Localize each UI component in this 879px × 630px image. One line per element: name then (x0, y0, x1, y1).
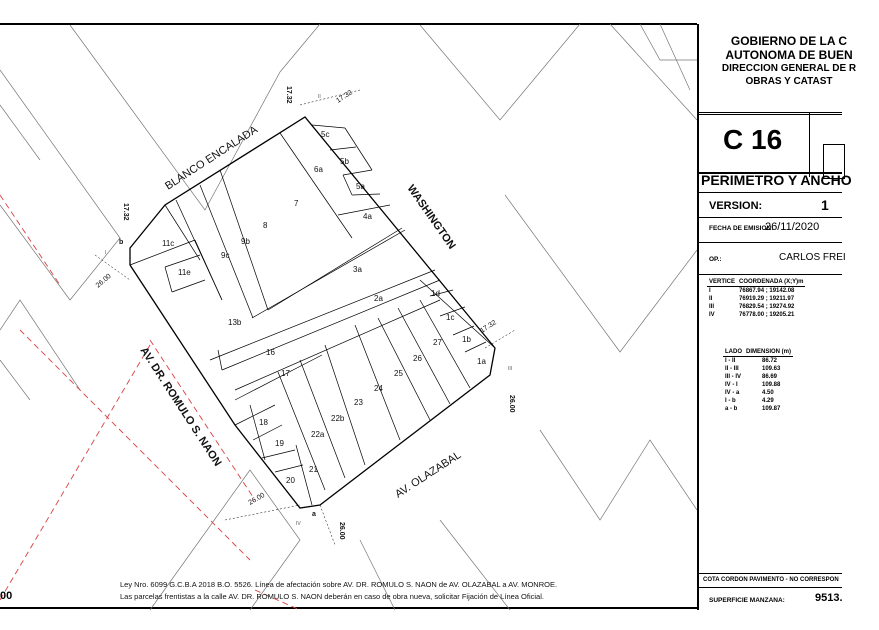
street-romulo-naon: AV. DR. ROMULO S. NAON (137, 345, 224, 469)
table-row: I 76867.94 ; 19142.08 (709, 288, 795, 294)
parcel-21: 21 (309, 465, 318, 474)
parcel-5a: 5a (356, 182, 365, 191)
dim-right: 17.32 (479, 319, 498, 335)
neighbor-blocks (0, 24, 697, 610)
vertex-2: II (318, 94, 321, 100)
table-row: IV - I 109.88 (725, 382, 781, 388)
table-row: I - II 86.72 (725, 358, 778, 364)
parcel-1d: 1d (431, 289, 440, 298)
vertex-3: III (508, 366, 513, 372)
perimeter-title: PERIMETRO Y ANCHO (701, 172, 852, 188)
parcel-1c: 1c (446, 313, 455, 322)
cota-note: COTA CORDON PAVIMENTO - NO CORRESPON (703, 577, 839, 583)
parcel-24: 24 (374, 384, 383, 393)
op-label: OP.: (709, 256, 722, 263)
parcel-9b: 9b (241, 237, 250, 246)
dim-top-a: 17.32 (285, 86, 292, 104)
edge-number: 00 (0, 590, 13, 602)
street-washington: WASHINGTON (404, 182, 458, 252)
vertex-a: a (312, 511, 316, 518)
parcel-16: 16 (266, 348, 275, 357)
title-block (697, 24, 857, 610)
dim-left-mid: 26.00 (94, 272, 113, 290)
side-col-header: LADO (725, 349, 742, 355)
parcel-6a: 6a (314, 165, 323, 174)
note-line-1: Ley Nro. 6099 G.C.B.A 2018 B.O. 5526. Línea de afectación sobre AV. DR. ROMULO S. NAON de AV. OLAZABAL a AV. MONROE. (120, 580, 558, 589)
vertex-col-header: VERTICE (709, 279, 736, 285)
parcel-2a: 2a (374, 294, 383, 303)
parcel-19: 19 (275, 439, 284, 448)
dim-bottom-right: 26.00 (508, 395, 515, 413)
title-header (699, 34, 879, 88)
parcel-7: 7 (294, 199, 299, 208)
op-value: CARLOS FREI (779, 252, 846, 263)
version-value: 1 (821, 197, 829, 213)
fecha-value: 26/11/2020 (765, 221, 820, 233)
table-row: IV - a 4.50 (725, 390, 774, 396)
parcel-25: 25 (394, 369, 403, 378)
vertex-table (707, 278, 805, 319)
vertex-4: IV (296, 521, 301, 527)
vertex-1: I (105, 250, 107, 256)
dim-top-b: 17.32 (335, 89, 354, 105)
parcel-labels (162, 130, 486, 485)
parcel-18: 18 (259, 418, 268, 427)
parcel-11e: 11e (178, 268, 191, 277)
parcel-3a: 3a (353, 265, 362, 274)
side-table (723, 348, 793, 413)
parcel-27: 27 (433, 338, 442, 347)
parcel-5c: 5c (321, 130, 330, 139)
note-line-2: Las parcelas frentistas a la calle AV. DR. ROMULO S. NAON deberán en caso de obra nueva, solicitar Fijación de Línea Oficial. (120, 592, 544, 601)
dimension-col-header: DIMENSION (m) (746, 349, 791, 355)
street-blanco-encalada: BLANCO ENCALADA (163, 123, 260, 193)
dim-left-top: 17.32 (122, 203, 129, 221)
table-row: IV 76778.00 ; 19205.21 (709, 312, 795, 318)
parcel-13b: 13b (228, 318, 242, 327)
parcel-4a: 4a (363, 212, 372, 221)
header-line-2: AUTONOMA DE BUEN (725, 48, 853, 62)
table-row: a - b 109.87 (725, 406, 781, 412)
parcel-23: 23 (354, 398, 363, 407)
parcel-22b: 22b (331, 414, 345, 423)
header-line-4: OBRAS Y CATAST (745, 76, 833, 87)
parcel-1b: 1b (462, 335, 471, 344)
version-label: VERSION: (709, 200, 763, 212)
dim-bottom: 26.00 (338, 522, 345, 540)
parcel-1a: 1a (477, 357, 486, 366)
table-row: II - III 109.63 (725, 366, 781, 372)
parcel-8: 8 (263, 221, 268, 230)
street-olazabal: AV. OLAZABAL (393, 449, 464, 501)
table-row: I - b 4.29 (725, 398, 774, 404)
dim-bottom-left: 26.00 (247, 491, 267, 507)
header-line-1: GOBIERNO DE LA C (730, 34, 848, 48)
table-row: II 76919.29 ; 19211.97 (709, 296, 795, 302)
table-row: III - IV 86.69 (725, 374, 778, 380)
parcel-26: 26 (413, 354, 422, 363)
parcel-22a: 22a (311, 430, 325, 439)
parcel-9c: 9c (221, 251, 230, 260)
superficie-value: 9513. (815, 592, 843, 604)
parcel-17: 17 (281, 369, 290, 378)
superficie-label: SUPERFICIE MANZANA: (709, 597, 785, 604)
coord-col-header: COORDENADA (X;Y)m (739, 279, 804, 285)
header-line-3: DIRECCION GENERAL DE R (721, 63, 857, 74)
parcel-20: 20 (286, 476, 295, 485)
parcel-5b: 5b (340, 157, 349, 166)
parcel-11c: 11c (162, 239, 175, 248)
sheet-code: C 16 (723, 124, 783, 155)
fecha-label: FECHA DE EMISION: (709, 225, 774, 232)
vertex-b: b (119, 239, 124, 246)
table-row: III 76829.54 ; 19274.92 (709, 304, 795, 310)
